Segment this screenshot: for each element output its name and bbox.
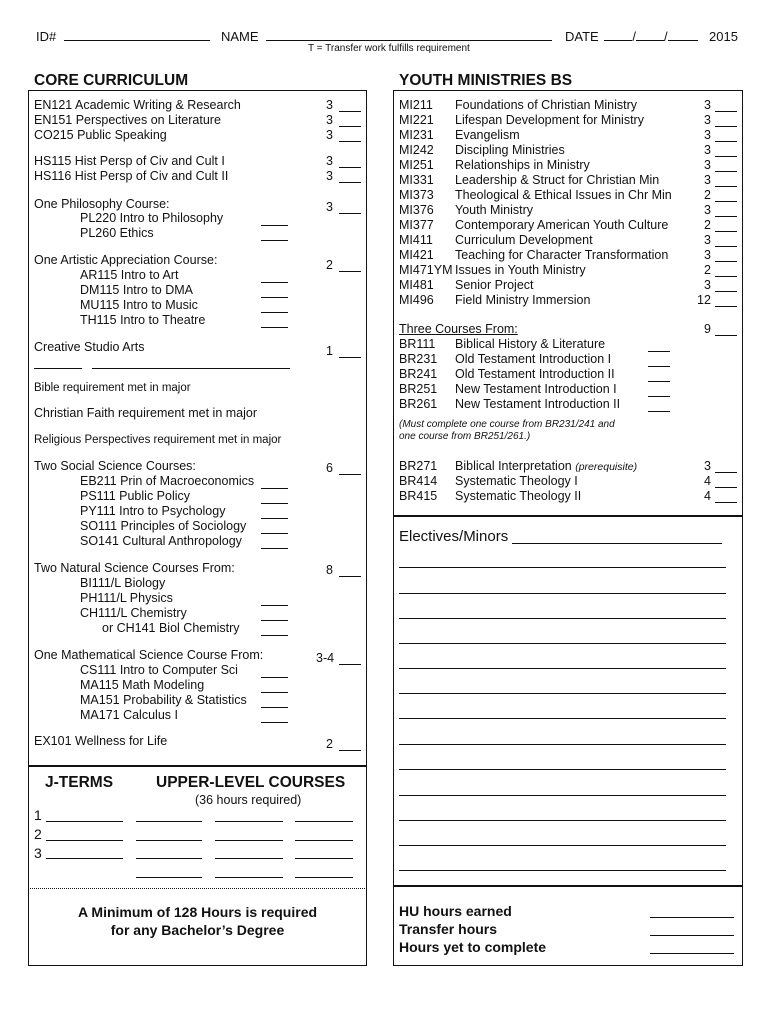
credit-value: 3 [704, 113, 711, 127]
upper-level-blank[interactable] [215, 858, 283, 859]
course-name: New Testament Introduction II [455, 397, 621, 411]
credit-value: 4 [704, 489, 711, 503]
jterm-label: 3 [34, 845, 42, 861]
elective-line[interactable] [399, 820, 726, 821]
credit-blank[interactable] [715, 126, 737, 127]
course-code: MI377 [399, 218, 434, 232]
elective-line[interactable] [399, 795, 726, 796]
course-name: Foundations of Christian Ministry [455, 98, 638, 112]
bible-note: Bible requirement met in major [34, 382, 191, 394]
course-option: or CH141 Biol Chemistry [102, 621, 240, 635]
option-blank[interactable] [261, 677, 288, 678]
option-blank[interactable] [648, 381, 670, 382]
credit-blank[interactable] [339, 474, 361, 475]
course-option: MA115 Math Modeling [80, 678, 205, 692]
date-day-field[interactable] [636, 31, 664, 41]
date-label: DATE [565, 29, 599, 44]
credit-blank[interactable] [715, 306, 737, 307]
youth-title: YOUTH MINISTRIES BS [399, 72, 573, 89]
credit-blank[interactable] [339, 126, 361, 127]
credit-blank[interactable] [715, 261, 737, 262]
date-month-field[interactable] [604, 31, 632, 41]
credit-blank[interactable] [715, 335, 737, 336]
course-code: BR414 [399, 474, 438, 488]
elective-line[interactable] [399, 845, 726, 846]
option-blank[interactable] [261, 240, 288, 241]
faith-note: Christian Faith requirement met in major [34, 406, 257, 420]
course-code: MI373 [399, 188, 434, 202]
upper-level-blank[interactable] [295, 840, 353, 841]
hours-remaining-label: Hours yet to complete [399, 939, 547, 955]
course-code: BR111 [399, 337, 436, 351]
credit-value: 2 [704, 218, 711, 232]
minimum-line-2: for any Bachelor’s Degree [110, 922, 285, 938]
date-year-field[interactable] [668, 31, 698, 41]
course-name: Issues in Youth Ministry [455, 263, 586, 277]
bible-requirement-note: one course from BR251/261.) [399, 431, 531, 442]
credit-blank[interactable] [339, 111, 361, 112]
credit-blank[interactable] [715, 141, 737, 142]
core-row: HS116 Hist Persp of Civ and Cult II [34, 169, 229, 183]
course-option: MA151 Probability & Statistics [80, 693, 247, 707]
course-name: Systematic Theology II [455, 489, 582, 503]
course-code: BR241 [399, 367, 438, 381]
credit-blank[interactable] [715, 487, 737, 488]
credit-blank[interactable] [715, 472, 737, 473]
credit-value: 3 [704, 128, 711, 142]
transfer-hours-label: Transfer hours [399, 921, 498, 937]
course-option: PS111 Public Policy [80, 489, 191, 503]
course-option: PL220 Intro to Philosophy [80, 211, 224, 225]
credit-blank[interactable] [715, 276, 737, 277]
option-blank[interactable] [261, 533, 288, 534]
elective-line[interactable] [399, 693, 726, 694]
credit-value: 2 [704, 263, 711, 277]
option-blank[interactable] [261, 327, 288, 328]
course-name: Discipling Ministries [455, 143, 565, 157]
elective-line[interactable] [399, 870, 726, 871]
credit-value: 3 [326, 113, 333, 127]
creative-course-blank[interactable] [92, 368, 290, 369]
credit-value: 3 [704, 158, 711, 172]
course-option: CS111 Intro to Computer Sci [80, 663, 238, 677]
course-code: MI331 [399, 173, 434, 187]
credit-value: 6 [326, 461, 333, 475]
social-heading: Two Social Science Courses: [34, 459, 196, 473]
credit-value: 2 [326, 258, 333, 272]
credit-value: 3 [704, 459, 711, 473]
course-option: SO141 Cultural Anthropology [80, 534, 242, 548]
credit-value: 2 [326, 737, 333, 751]
elective-line[interactable] [399, 668, 726, 669]
upper-level-blank[interactable] [295, 877, 353, 878]
course-name: Lifespan Development for Ministry [455, 113, 644, 127]
option-blank[interactable] [648, 411, 670, 412]
course-code: MI421 [399, 248, 434, 262]
course-name: Relationships in Ministry [455, 158, 590, 172]
option-blank[interactable] [261, 722, 288, 723]
upper-level-subtitle: (36 hours required) [195, 793, 302, 807]
elective-line[interactable] [399, 769, 726, 770]
credit-value: 3 [326, 98, 333, 112]
credit-blank[interactable] [339, 664, 361, 665]
credit-value: 4 [704, 474, 711, 488]
course-name: Systematic Theology I [455, 474, 578, 488]
option-blank[interactable] [261, 548, 288, 549]
course-option: BI111/L Biology [80, 576, 166, 590]
creative-course-blank[interactable] [34, 368, 82, 369]
course-option: PL260 Ethics [80, 226, 154, 240]
course-option: CH111/L Chemistry [80, 606, 187, 620]
course-option: SO111 Principles of Sociology [80, 519, 247, 533]
upper-level-blank[interactable] [215, 821, 283, 822]
course-name: New Testament Introduction I [455, 382, 617, 396]
upper-level-blank[interactable] [136, 858, 202, 859]
philosophy-heading: One Philosophy Course: [34, 197, 170, 211]
course-name: Old Testament Introduction II [455, 367, 615, 381]
core-row: EN121 Academic Writing & Research [34, 98, 241, 112]
core-row: EN151 Perspectives on Literature [34, 113, 221, 127]
course-code: MI231 [399, 128, 434, 142]
option-blank[interactable] [261, 605, 288, 606]
course-code: MI251 [399, 158, 434, 172]
course-name: Teaching for Character Transformation [455, 248, 669, 262]
credit-value: 12 [697, 293, 711, 307]
hours-remaining-field[interactable] [650, 953, 734, 954]
transfer-note: T = Transfer work fulfills requirement [308, 43, 470, 54]
credit-blank[interactable] [339, 576, 361, 577]
option-blank[interactable] [261, 503, 288, 504]
jterm-blank[interactable] [46, 821, 123, 822]
credit-blank[interactable] [339, 750, 361, 751]
jterm-blank[interactable] [46, 840, 123, 841]
creative-heading: Creative Studio Arts [34, 340, 145, 354]
credit-value: 3 [326, 169, 333, 183]
course-name: Senior Project [455, 278, 534, 292]
credit-blank[interactable] [715, 156, 737, 157]
credit-blank[interactable] [339, 141, 361, 142]
credit-value: 3 [326, 200, 333, 214]
course-code: MI221 [399, 113, 434, 127]
course-name: Biblical History & Literature [455, 337, 606, 351]
credit-blank[interactable] [339, 271, 361, 272]
core-row: HS115 Hist Persp of Civ and Cult I [34, 154, 225, 168]
prerequisite-note: (prerequisite) [575, 461, 638, 473]
course-code: MI471YM [399, 263, 453, 277]
credit-value: 3 [704, 143, 711, 157]
credit-value: 9 [704, 322, 711, 336]
jterm-label: 2 [34, 826, 42, 842]
credit-value: 3 [326, 128, 333, 142]
course-option: DM115 Intro to DMA [80, 283, 194, 297]
credit-blank[interactable] [715, 291, 737, 292]
year: 2015 [709, 29, 738, 44]
credit-value: 8 [326, 563, 333, 577]
credit-blank[interactable] [715, 216, 737, 217]
course-code: MI242 [399, 143, 434, 157]
option-blank[interactable] [261, 312, 288, 313]
option-blank[interactable] [261, 225, 288, 226]
course-name: Evangelism [455, 128, 520, 142]
credit-value: 1 [326, 344, 333, 358]
upper-level-blank[interactable] [136, 840, 202, 841]
core-title: CORE CURRICULUM [34, 72, 189, 89]
wellness-row: EX101 Wellness for Life [34, 734, 168, 748]
elective-line[interactable] [399, 618, 726, 619]
course-name: Curriculum Development [455, 233, 593, 247]
option-blank[interactable] [648, 396, 670, 397]
credit-value: 3 [704, 173, 711, 187]
credit-blank[interactable] [715, 201, 737, 202]
upper-level-blank[interactable] [295, 821, 353, 822]
course-option: AR115 Intro to Art [80, 268, 179, 282]
transfer-hours-field[interactable] [650, 935, 734, 936]
elective-line[interactable] [399, 593, 726, 594]
upper-level-blank[interactable] [215, 840, 283, 841]
upper-level-title: UPPER-LEVEL COURSES [156, 774, 346, 791]
id-field[interactable] [64, 31, 210, 41]
credit-value: 3 [704, 203, 711, 217]
jterms-title: J-TERMS [45, 774, 114, 791]
credit-value: 3 [326, 154, 333, 168]
option-blank[interactable] [648, 366, 670, 367]
course-code: MI481 [399, 278, 434, 292]
course-code: BR271 [399, 459, 438, 473]
option-blank[interactable] [261, 692, 288, 693]
hu-hours-label: HU hours earned [399, 903, 512, 919]
course-code: MI496 [399, 293, 434, 307]
course-option: PY111 Intro to Psychology [80, 504, 226, 518]
option-blank[interactable] [261, 620, 288, 621]
course-code: MI411 [399, 233, 433, 247]
course-code: MI376 [399, 203, 434, 217]
option-blank[interactable] [261, 707, 288, 708]
course-name: Contemporary American Youth Culture [455, 218, 669, 232]
course-name: Youth Ministry [455, 203, 534, 217]
electives-title: Electives/Minors [399, 528, 509, 545]
credit-blank[interactable] [715, 186, 737, 187]
upper-level-blank[interactable] [295, 858, 353, 859]
elective-line[interactable] [399, 718, 726, 719]
option-blank[interactable] [648, 351, 670, 352]
course-code: BR415 [399, 489, 438, 503]
course-code: MI211 [399, 98, 433, 112]
option-blank[interactable] [261, 297, 288, 298]
minimum-line-1: A Minimum of 128 Hours is required [77, 904, 318, 920]
course-name: Old Testament Introduction I [455, 352, 612, 366]
upper-level-blank[interactable] [215, 877, 283, 878]
jterm-blank[interactable] [46, 858, 123, 859]
elective-line[interactable] [399, 567, 726, 568]
course-name: Theological & Ethical Issues in Chr Min [455, 188, 672, 202]
option-blank[interactable] [261, 635, 288, 636]
credit-blank[interactable] [715, 246, 737, 247]
course-option: EB211 Prin of Macroeconomics [80, 474, 255, 488]
credit-blank[interactable] [715, 111, 737, 112]
electives-box [393, 516, 743, 886]
credit-value: 2 [704, 188, 711, 202]
course-option: PH111/L Physics [80, 591, 173, 605]
artistic-heading: One Artistic Appreciation Course: [34, 253, 218, 267]
credit-value: 3 [704, 248, 711, 262]
credit-blank[interactable] [715, 171, 737, 172]
credit-blank[interactable] [339, 182, 361, 183]
name-field[interactable] [266, 31, 552, 41]
core-row: CO215 Public Speaking [34, 128, 167, 142]
jterm-label: 1 [34, 807, 42, 823]
course-name: Field Ministry Immersion [455, 293, 591, 307]
credit-value: 3-4 [316, 651, 335, 665]
option-blank[interactable] [261, 282, 288, 283]
course-code: BR261 [399, 397, 438, 411]
upper-level-blank[interactable] [136, 877, 202, 878]
option-blank[interactable] [261, 518, 288, 519]
course-name: Biblical Interpretation [455, 459, 572, 473]
name-label: NAME [221, 29, 259, 44]
option-blank[interactable] [261, 488, 288, 489]
course-option: MU115 Intro to Music [80, 298, 198, 312]
credit-blank[interactable] [339, 213, 361, 214]
elective-line[interactable] [399, 744, 726, 745]
course-code: BR251 [399, 382, 438, 396]
math-heading: One Mathematical Science Course From: [34, 648, 264, 662]
electives-title-blank[interactable] [512, 543, 722, 544]
upper-level-blank[interactable] [136, 821, 202, 822]
three-courses-heading: Three Courses From: [399, 322, 518, 336]
bible-requirement-note: (Must complete one course from BR231/241 and [399, 419, 615, 430]
credit-blank[interactable] [715, 502, 737, 503]
credit-blank[interactable] [339, 357, 361, 358]
course-option: MA171 Calculus I [80, 708, 178, 722]
elective-line[interactable] [399, 643, 726, 644]
course-option: TH115 Intro to Theatre [80, 313, 206, 327]
credit-value: 3 [704, 98, 711, 112]
credit-value: 3 [704, 278, 711, 292]
credit-blank[interactable] [339, 167, 361, 168]
course-name: Leadership & Struct for Christian Min [455, 173, 660, 187]
id-label: ID# [36, 29, 57, 44]
credit-blank[interactable] [715, 231, 737, 232]
course-code: BR231 [399, 352, 438, 366]
natural-heading: Two Natural Science Courses From: [34, 561, 235, 575]
religious-note: Religious Perspectives requirement met in major [34, 434, 282, 446]
hu-hours-field[interactable] [650, 917, 734, 918]
credit-value: 3 [704, 233, 711, 247]
